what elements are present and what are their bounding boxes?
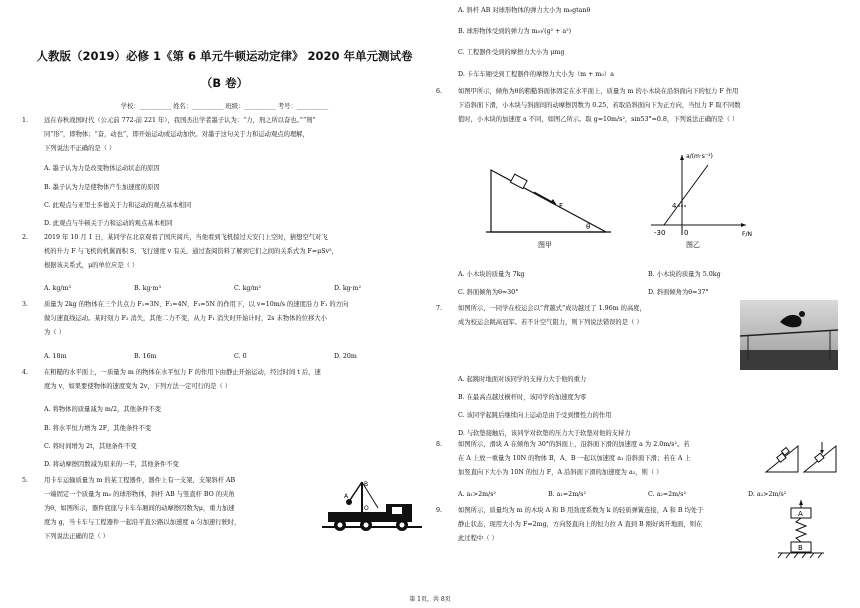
option-a[interactable]: A. 18m <box>44 353 67 360</box>
question-2 <box>22 231 427 273</box>
question-text: 远在春秋战国时代（公元前 772-前 221 年），我国杰出学者墨子认为：“力，刑之所以奋也。”“刑” <box>44 117 316 124</box>
question-text: 为θ，如图所示，器件底座与卡车车厢间的动摩擦因数为μ，重力加速 <box>44 505 235 512</box>
option-b[interactable]: B. 将水平恒力增为 2F，其他条件不变 <box>44 425 152 432</box>
option-a[interactable]: A. 墨子认为力是改变物体运动状态的原因 <box>44 165 160 172</box>
option-c[interactable]: C. 将时间增为 2t，其他条件不变 <box>44 443 137 450</box>
question-number: 2. <box>22 234 29 241</box>
question-text: 下沿斜面下滑，小木块与斜面间的动摩擦因数为 0.25，若取沿斜面向下为正方向，当恒力 F 取不同数 <box>458 102 741 109</box>
question-number: 7. <box>436 305 443 312</box>
question-3 <box>22 298 427 340</box>
option-a[interactable]: A. 斜杆 AB 对球形物体的弹力大小为 m₀gtanθ <box>458 7 591 14</box>
question-7 <box>436 302 736 330</box>
question-text: 如图所示，一同学在校运会以“背越式”成功越过了 1.96m 的高度， <box>458 305 646 312</box>
page-footer: 第 1页，共 8页 <box>409 596 451 603</box>
left-column <box>22 0 427 590</box>
question-text: 度为 v，如果要使物体的速度变为 2v，下列方法一定可行的是（ ） <box>44 383 232 390</box>
question-text: 做匀速直线运动。某时刻力 F₂ 消失，其他二力不变，从力 F₁ 消失时开始计时，2s 末物体的位移大小 <box>44 315 327 322</box>
incline-blocks-figure <box>764 436 840 476</box>
question-text: 加竖直向下大小为 10N 的恒力 F，A 沿斜面下滑的加速度为 a₂，则（ ） <box>458 469 663 476</box>
option-c[interactable]: C. 此观点与亚里士多德关于力和运动的观点基本相同 <box>44 202 192 209</box>
option-d[interactable]: D. 此观点与牛顿关于力和运动的观点基本相同 <box>44 220 173 227</box>
option-b[interactable]: B. a₁=2m/s² <box>548 491 587 498</box>
option-b[interactable]: B. 球形物体受到的弹力为 m₀√(g² + a²) <box>458 28 572 35</box>
question-text: 一端固定一个质量为 m₀ 的球形物体，斜杆 AB 与竖直杆 BO 的夹角 <box>44 491 235 498</box>
question-number: 4. <box>22 369 29 376</box>
svg-text:B: B <box>364 481 369 488</box>
truck-crane-figure <box>322 478 422 550</box>
question-text: 下列说法正确的是（ ） <box>44 533 109 540</box>
question-number: 3. <box>22 301 29 308</box>
student-info-line: 学校：__________ 姓名：__________ 班级：__________ 考号：__________ <box>120 103 329 110</box>
question-text: 用卡车运输质量为 m 的某工程器件，器件上有一支架，支架斜杆 AB <box>44 477 236 484</box>
option-d[interactable]: D. a₂>2m/s² <box>748 491 787 498</box>
question-text: 静止状态，现用大小为 F=2mg，方向竖直向上的恒力拉 A 直到 B 刚好离开地面，则在 <box>458 521 703 528</box>
right-column <box>436 0 841 590</box>
spring-blocks-figure <box>776 500 826 562</box>
question-text: 下列说法不正确的是（ ） <box>44 145 116 152</box>
question-text: 如图甲所示，倾角为θ的粗糙斜面体固定在水平面上，质量为 m 的小木块在沿斜面向下的恒力 F 作用 <box>458 88 739 95</box>
question-6 <box>436 85 841 127</box>
angle-label: θ <box>586 223 591 231</box>
question-text: 度为 g，当卡车与工程器件一起沿平直公路以加速度 a 匀加速行驶时， <box>44 519 241 526</box>
svg-text:O: O <box>364 505 369 512</box>
svg-text:A: A <box>798 510 803 518</box>
option-b[interactable]: B. 墨子认为力是使物体产生加速度的原因 <box>44 184 160 191</box>
origin-label: 0 <box>684 229 689 237</box>
option-d[interactable]: D. 斜面倾角为θ=37° <box>648 289 709 296</box>
question-5 <box>22 474 352 544</box>
figure-caption: 图甲 <box>538 241 552 249</box>
option-c[interactable]: C. kg/m² <box>234 285 262 292</box>
option-b[interactable]: B. 小木块的质量为 5.0kg <box>648 271 721 278</box>
option-c[interactable]: C. 0 <box>234 353 247 360</box>
question-number: 1. <box>22 117 29 124</box>
y-tick-label: 4 <box>672 202 677 210</box>
question-9 <box>436 504 776 546</box>
x-axis-label: F/N <box>742 231 752 238</box>
question-number: 5. <box>22 477 29 484</box>
question-text: 成为校运会跳高冠军。若不计空气阻力，则下列说法错误的是（ ） <box>458 319 643 326</box>
option-a[interactable]: A. 小木块的质量为 7kg <box>458 271 525 278</box>
question-text: 2019 年 10 月 1 日，某同学在北京观看了国庆阅兵，当他看到飞机掠过天安门上空时，猜想空气对飞 <box>44 234 328 241</box>
question-number: 6. <box>436 88 443 95</box>
question-text: 为（ ） <box>44 329 65 336</box>
exam-title-variant: （B 卷） <box>200 76 249 90</box>
option-a[interactable]: A. 起跳时地面对该同学的支持力大于他的重力 <box>458 376 587 383</box>
question-1 <box>22 114 427 156</box>
option-d[interactable]: D. 将动摩擦因数减为原来的一半，其他条件不变 <box>44 461 179 468</box>
force-label: F <box>559 202 564 210</box>
option-c[interactable]: C. 斜面倾角为θ=30° <box>458 289 519 296</box>
option-a[interactable]: A. 将物体的质量减为 m/2，其他条件不变 <box>44 406 162 413</box>
question-text: 此过程中（ ） <box>458 535 498 542</box>
question-text: 在 A 上放一重量为 10N 的物体 B，A、B 一起以加速度 a₁ 沿斜面下滑；若在 A 上 <box>458 455 691 462</box>
question-text: 如图所示，质量均为 m 的木块 A 和 B 用劲度系数为 k 的轻质弹簧连接，A 和 B 均处于 <box>458 507 704 514</box>
question-number: 8. <box>436 441 443 448</box>
high-jump-photo <box>740 300 838 370</box>
acceleration-graph <box>646 150 756 250</box>
question-text: 机的升力 F 与飞机的机翼面积 S、飞行速度 v 有关，通过查阅资料了解到它们之间的关系式为 F=μSv²， <box>44 248 338 255</box>
option-b[interactable]: B. 16m <box>134 353 157 360</box>
option-d[interactable]: D. 与软垫接触后，该同学对软垫的压力大于软垫对他的支持力 <box>458 430 631 437</box>
question-number: 9. <box>436 507 443 514</box>
option-c[interactable]: C. 该同学起跳后继续向上运动是由于受到惯性力的作用 <box>458 412 612 419</box>
option-d[interactable]: D. kg·m² <box>334 285 362 292</box>
question-text: 根据该关系式，μ的单位应是（ ） <box>44 262 139 269</box>
y-axis-label: a/(m·s⁻²) <box>686 153 713 160</box>
option-b[interactable]: B. 在最高点越过横杆时，该同学的加速度为零 <box>458 394 587 401</box>
option-a[interactable]: A. a₁>2m/s² <box>458 491 496 498</box>
question-text: 值时，小木块的加速度 a 不同，如图乙所示。取 g=10m/s²，sin53°=0.8，下列说法正确的是（ ） <box>458 116 739 123</box>
figure-caption: 图乙 <box>686 241 700 249</box>
question-4 <box>22 366 427 394</box>
option-c[interactable]: C. a₂=2m/s² <box>648 491 687 498</box>
incline-figure <box>486 150 616 250</box>
svg-text:A: A <box>344 493 349 500</box>
option-a[interactable]: A. kg/m³ <box>44 285 72 292</box>
question-text: 同“形”，即物体；“奋，动也”，即开始运动或运动加快。对墨子这句关于力和运动观点的理解， <box>44 131 309 138</box>
x-tick-label: -30 <box>654 229 666 237</box>
option-d[interactable]: D. 卡车车厢受到工程器件的摩擦力大小为（m + m₀）a <box>458 71 614 78</box>
option-d[interactable]: D. 20m <box>334 353 357 360</box>
question-text: 如图所示，滑块 A 在倾角为 30°的斜面上，沿斜面下滑的加速度 a 为 2.0m/s²。若 <box>458 441 690 448</box>
exam-title: 人教版（2019）必修 1《第 6 单元牛顿运动定律》 2020 年单元测试卷 <box>36 49 413 63</box>
option-b[interactable]: B. kg·m³ <box>134 285 161 292</box>
question-text: 质量为 2kg 的物体在三个共点力 F₁=3N、F₂=4N、F₃=5N 的作用下，以 v=10m/s 的速度沿力 F₁ 的方向 <box>44 301 349 308</box>
question-text: 在粗糙的水平面上，一质量为 m 的物体在水平恒力 F 的作用下由静止开始运动，经过时间 t 后，速 <box>44 369 321 376</box>
question-8 <box>436 438 756 480</box>
svg-text:B: B <box>798 544 803 552</box>
option-c[interactable]: C. 工程器件受到的摩擦力大小为 μmg <box>458 49 565 56</box>
